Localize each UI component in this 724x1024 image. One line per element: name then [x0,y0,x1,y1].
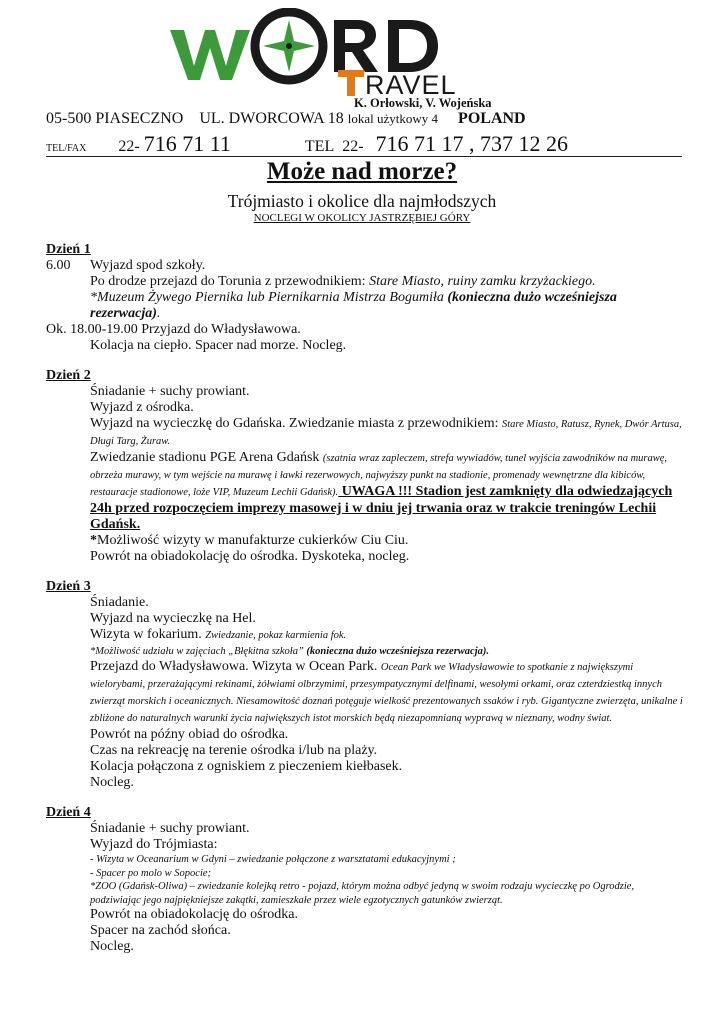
postcode-city: 05-500 PIASECZNO [46,110,184,127]
word-travel-logo [166,8,542,96]
itinerary-line [46,290,686,322]
page-title: Może nad morze? [266,158,458,185]
logo-letter-d [388,20,438,72]
page-subtitle: Trójmiasto i okolice dla najmłodszych [227,191,497,211]
reservation-note: (konieczna dużo wcześniejsza rezerwacja). [306,646,490,657]
line-punct: . [156,306,161,321]
street: UL. DWORCOWA 18 [199,110,344,127]
itinerary-line: Nocleg. [90,775,134,790]
itinerary-line [46,450,686,533]
day-3-section [46,579,686,791]
line-text: *Muzeum Żywego Piernika lub Piernikarnia Mistrza Bogumiła [90,290,448,305]
itinerary-line [46,533,686,549]
day-2-heading: Dzień 2 [46,368,91,383]
telfax-prefix: 22- [118,138,140,155]
itinerary-line [46,644,686,659]
telfax-label: TEL/FAX [46,143,87,154]
itinerary-line: Kolacja na ciepło. Spacer nad morze. Nocleg. [90,338,347,353]
line-text: Zwiedzanie stadionu PGE Arena Gdańsk [90,450,323,465]
country: POLAND [458,110,526,127]
line-detail: Zwiedzanie, pokaz karmienia fok. [205,630,347,641]
tel-prefix: 22- [342,138,364,155]
phone-line [46,131,568,157]
authors: K. Orłowski, V. Wojeńska [354,96,492,110]
line-text: *Możliwość udziału w zajęciach „Błękitna szkoła” [90,646,307,657]
day-2-section [46,368,686,565]
itinerary [46,240,686,969]
day-4-section [46,805,686,955]
itinerary-line [46,659,686,727]
itinerary-line: Wyjazd z ośrodka. [90,400,194,415]
itinerary-line: - Wizyta w Oceanarium w Gdyni – zwiedzanie połączone z warsztatami edukacyjnymi ; [90,854,456,865]
tel-numbers: 716 71 17 , 737 12 26 [375,131,569,156]
itinerary-line: Śniadanie + suchy prowiant. [90,384,250,399]
time: 6.00 [46,258,71,273]
line-text: Możliwość wizyty w manufakturze cukierków Ciu Ciu. [97,533,409,548]
logo-graphic [166,8,542,96]
line-detail: Stare Miasto, Ratusz, Rynek, Dwór Artusa, Długi Targ, Żuraw. [90,419,682,447]
itinerary-line [46,416,686,450]
day-3-heading: Dzień 3 [46,579,91,594]
day-4-heading: Dzień 4 [46,805,91,820]
line-detail: (szatnia wraz zapleczem, strefa wywiadów, tunel wyjścia zawodników na murawę, obrzeża murawy, w tym wejście na murawę i ławki rezerwowych, najwyższy punkt na stadionie, promenady wewnętrzne dla kibiców, restauracje stadionowe, loże VIP, Muzeum Lechii Gdańsk). [90,453,668,498]
itinerary-line: *ZOO (Gdańsk-Oliwa) – zwiedzanie kolejką retro - pojazd, którym można odbyć jedyną w swoim rodzaju wycieczkę po Ogrodzie, podziwiając jego najpiękniejsze zakątki, zamieszkałe przez wiele egzotycznych gatunków zwierząt. [90,881,635,906]
day-1-heading: Dzień 1 [46,242,91,257]
itinerary-line: Powrót na późny obiad do ośrodka. [90,727,289,742]
tel-label: TEL [304,138,335,155]
stadium-warning: UWAGA !!! Stadion jest zamknięty dla odwiedzających 24h przed rozpoczęciem imprezy masowej i w dniu jej trwania oraz w trakcie treningów Lechii Gdańsk. [90,484,673,532]
line-detail: Ocean Park we Władysławowie to spotkanie z największymi wielorybami, przerażającymi rekinami, żółwiami olbrzymimi, przesympatycznymi delfinami, wesołymi orkami, oraz czterdziestką innych zwierząt morskich i oceanicznych. Niesamowitość doznań potęguje wielkość prezentowanych ssaków i ryb. Gigantyczne zwierzęta, unikalne i zbliżone do naturalnych warunki życia największych istot morskich będą niezapomnianą wyprawą w nieznany, wodny świat. [90,662,683,724]
telfax-number: 716 71 11 [143,131,231,156]
itinerary-line: Powrót na obiadokolację do ośrodka. [90,907,299,922]
reservation-note: (konieczna dużo wcześniejsza rezerwacja) [90,290,617,321]
itinerary-line: Śniadanie + suchy prowiant. [90,821,250,836]
itinerary-line: Wyjazd do Trójmiasta: [90,837,218,852]
asterisk: * [90,533,97,548]
itinerary-line: Czas na rekreację na terenie ośrodka i/lub na plaży. [90,743,378,758]
line-text: Po drodze przejazd do Torunia z przewodnikiem: [90,274,370,289]
logo-travel-text: RAVEL [365,70,457,96]
day-1-section [46,242,686,354]
itinerary-line: - Spacer po molo w Sopocie; [90,867,212,879]
itinerary-line [46,627,686,644]
itinerary-line: Kolacja połączona z ogniskiem z pieczeniem kiełbasek. [90,759,403,774]
itinerary-line: Nocleg. [90,939,134,954]
line-text: Wizyta w fokarium. [90,627,206,642]
itinerary-line: Wyjazd na wycieczkę na Hel. [90,611,256,626]
itinerary-line: Powrót na obiadokolację do ośrodka. Dyskoteka, nocleg. [90,549,410,564]
logo-letter-r [334,20,378,72]
line-text: Wyjazd spod szkoły. [90,258,206,273]
header-divider [46,156,682,157]
logo-letter-t [338,70,364,96]
accommodation-note: NOCLEGI W OKOLICY JASTRZĘBIEJ GÓRY [253,212,471,224]
itinerary-line: Śniadanie. [90,595,149,610]
line-text: Przejazd do Władysławowa. Wizyta w Ocean Park. [90,659,381,674]
company-address [46,110,526,128]
logo-letter-w [170,30,250,80]
line-text: Wyjazd na wycieczkę do Gdańska. Zwiedzanie miasta z przewodnikiem: [90,416,502,431]
itinerary-line: Spacer na zachód słońca. [90,923,231,938]
line-detail: Stare Miasto, ruiny zamku krzyżackiego. [369,274,596,289]
itinerary-line [46,258,686,274]
itinerary-line: Ok. 18.00-19.00 Przyjazd do Władysławowa. [46,322,301,337]
itinerary-line [46,274,686,290]
unit: lokal użytkowy 4 [347,111,439,126]
